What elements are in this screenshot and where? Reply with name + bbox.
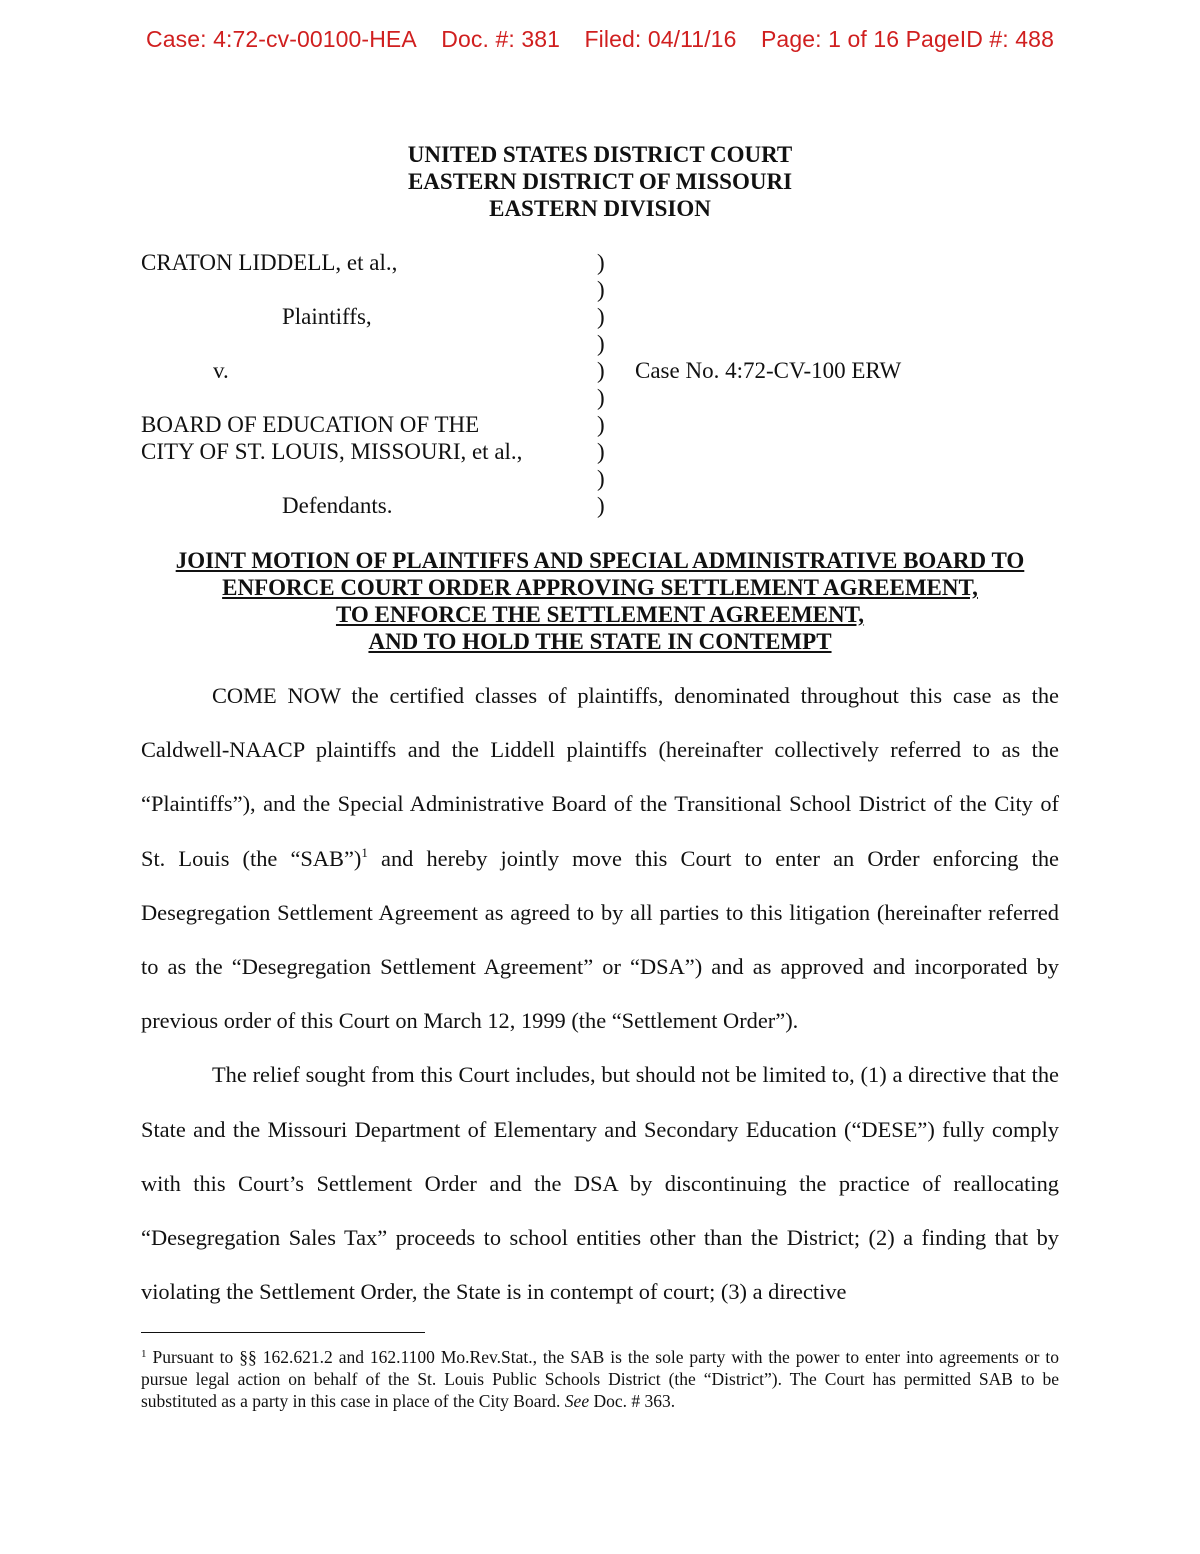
versus-label: v. xyxy=(213,358,229,383)
case-number: Case No. 4:72-CV-100 ERW xyxy=(635,358,902,383)
defendant-name-line1: BOARD OF EDUCATION OF THE xyxy=(141,412,480,437)
body-paragraph-1 xyxy=(141,669,1059,1048)
motion-body xyxy=(141,669,1059,1319)
footnote-divider xyxy=(141,1332,425,1333)
body-paragraph-2: The relief sought from this Court includes, but should not be limited to, (1) a directive that the State and the Missouri Department of Elementary and Secondary Education (“DESE”) fully comply with this Court’s Settlement Order and the DSA by discontinuing the practice of reallocating “Desegregation Sales Tax” proceeds to school entities other than the District; (2) a finding that by violating the Settlement Order, the State is in contempt of court; (3) a directive xyxy=(141,1062,1059,1305)
ecf-case-number: Case: 4:72-cv-00100-HEA xyxy=(146,26,417,52)
footnote-see-signal: See xyxy=(564,1391,590,1411)
footnote-text: Pursuant to §§ 162.621.2 and 162.1100 Mo.Rev.Stat., the SAB is the sole party with the power to enter into agreements or to pursue legal action on behalf of the St. Louis Public Schools District (the “District”). The Court has permitted SAB to be substituted as a party in this case in place of the City Board. xyxy=(141,1347,1059,1411)
court-name: UNITED STATES DISTRICT COURT xyxy=(407,142,793,167)
motion-title xyxy=(0,547,1200,655)
motion-title-line3: TO ENFORCE THE SETTLEMENT AGREEMENT, xyxy=(335,602,865,627)
footnote-number: 1 xyxy=(141,1348,147,1360)
caption-paren: ) xyxy=(597,493,605,518)
caption-paren: ) xyxy=(597,412,605,437)
body-paragraph-1-text: COME NOW the certified classes of plaintiffs, denominated throughout this case as the Caldwell-NAACP plaintiffs and the Liddell plaintiffs (hereinafter collectively referred to as the “Plaintiffs”), and the Special Administrative Board of the Transitional School District of the City of St. Louis (the “SAB”) xyxy=(141,683,1059,871)
ecf-filed-date: Filed: 04/11/16 xyxy=(584,26,737,52)
ecf-doc-number: Doc. #: 381 xyxy=(441,26,561,52)
caption-paren: ) xyxy=(597,358,605,383)
case-caption-parties xyxy=(141,249,522,519)
caption-paren: ) xyxy=(597,331,605,356)
footnote-reference[interactable]: 1 xyxy=(361,844,368,860)
plaintiffs-label: Plaintiffs, xyxy=(282,304,372,329)
caption-paren: ) xyxy=(597,304,605,329)
motion-title-line2: ENFORCE COURT ORDER APPROVING SETTLEMENT AGREEMENT, xyxy=(222,575,978,600)
court-heading xyxy=(0,141,1200,222)
body-paragraph-1-text-cont: and hereby jointly move this Court to enter an Order enforcing the Desegregation Settlement Agreement as agreed to by all parties to this litigation (hereinafter referred to as the “Desegregation Settlement Agreement” or “DSA”) and as approved and incorporated by previous order of this Court on March 12, 1999 (the “Settlement Order”). xyxy=(141,845,1059,1034)
ecf-page-info: Page: 1 of 16 PageID #: 488 xyxy=(760,26,1054,52)
motion-title-line1: JOINT MOTION OF PLAINTIFFS AND SPECIAL ADMINISTRATIVE BOARD TO xyxy=(175,548,1025,573)
defendant-name-line2: CITY OF ST. LOUIS, MISSOURI, et al., xyxy=(141,439,523,464)
motion-title-line4: AND TO HOLD THE STATE IN CONTEMPT xyxy=(368,629,832,654)
caption-paren: ) xyxy=(597,385,605,410)
defendants-label: Defendants. xyxy=(282,493,393,518)
caption-paren: ) xyxy=(597,466,605,491)
footnote xyxy=(141,1346,1059,1412)
caption-paren-column xyxy=(597,249,605,519)
ecf-filing-header xyxy=(0,26,1200,53)
court-division: EASTERN DIVISION xyxy=(489,196,711,221)
caption-paren: ) xyxy=(597,439,605,464)
plaintiff-name: CRATON LIDDELL, et al., xyxy=(141,250,398,275)
footnote-text-cont: Doc. # 363. xyxy=(589,1391,676,1411)
caption-paren: ) xyxy=(597,250,605,275)
caption-paren: ) xyxy=(597,277,605,302)
court-district: EASTERN DISTRICT OF MISSOURI xyxy=(407,169,793,194)
